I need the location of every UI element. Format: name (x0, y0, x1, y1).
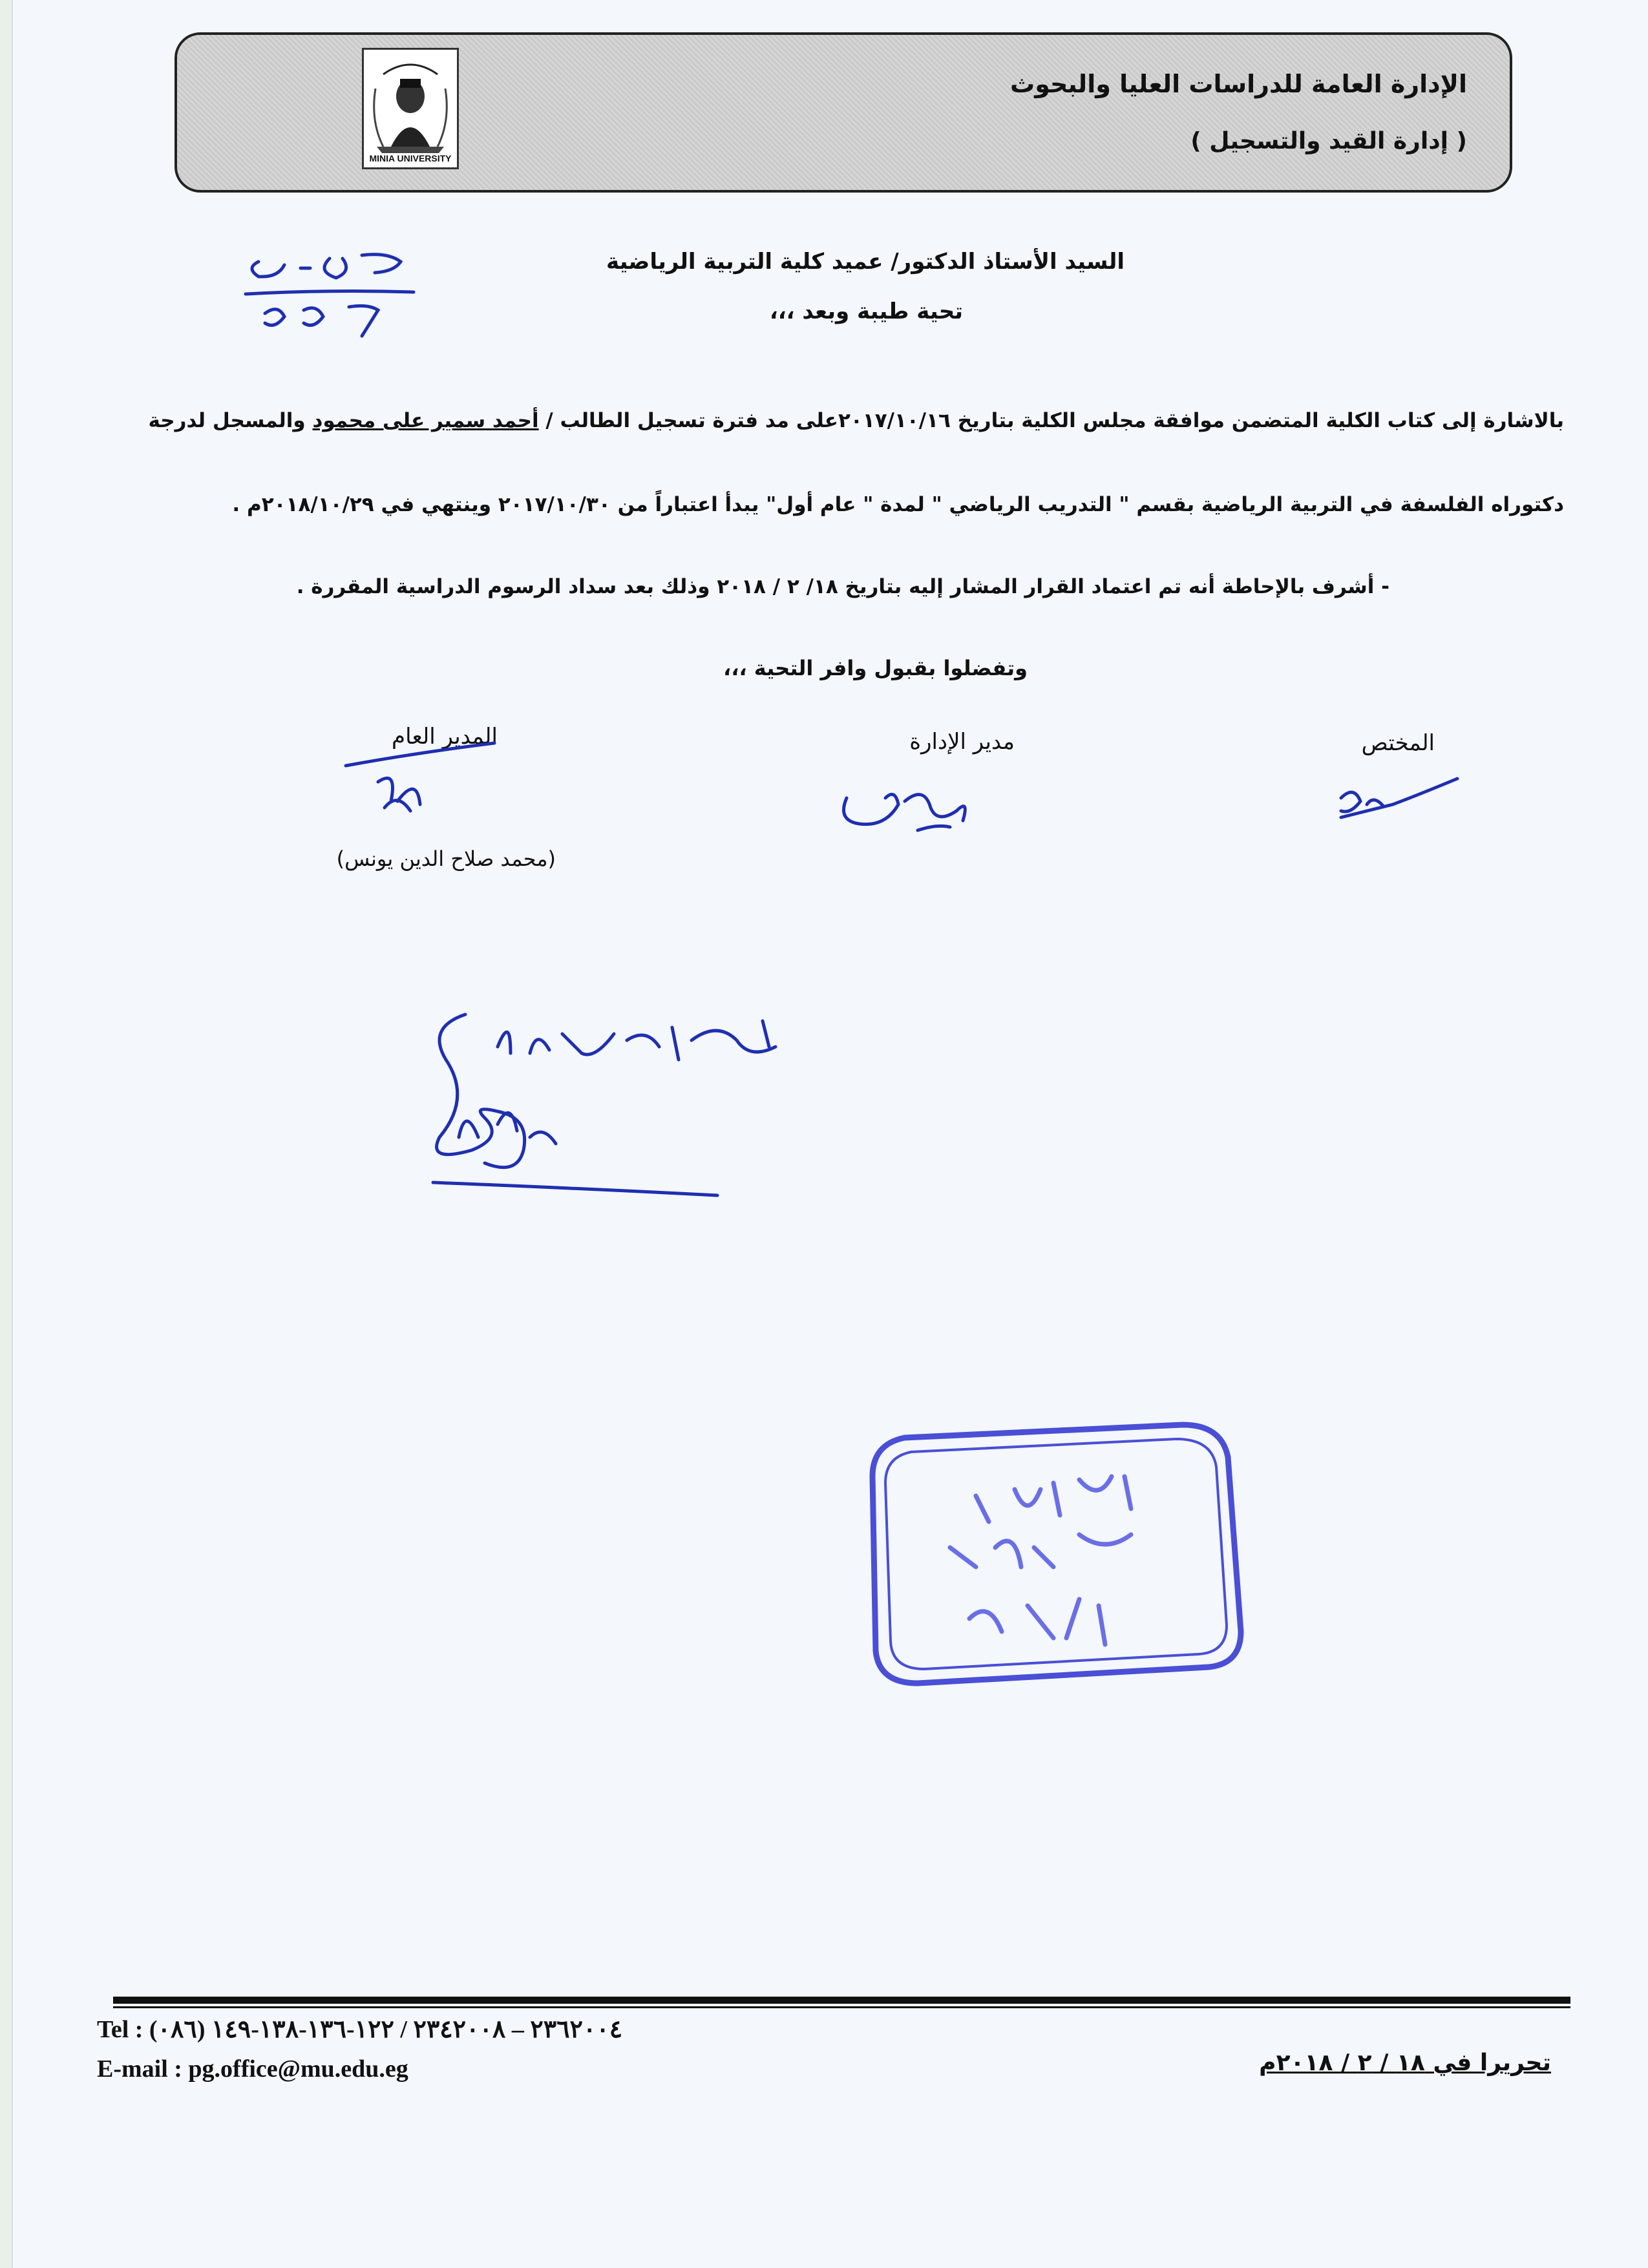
issue-date: تحريرا في ١٨ / ٢ / ٢٠١٨م (1259, 2050, 1551, 2076)
paragraph-2: دكتوراه الفلسفة في التربية الرياضية بقسم " التدريب الرياضي " لمدة " عام أول" يبدأ اعتباراً من ٢٠١٧/١٠/٣٠ وينتهي في ٢٠١٨/١٠/٢٩م . (232, 493, 1564, 516)
handwritten-reference (239, 233, 420, 342)
incoming-stamp (847, 1418, 1247, 1690)
specialist-title: المختص (1361, 730, 1435, 756)
general-manager-name: (محمد صلاح الدين يونس) (336, 846, 556, 871)
paragraph-3: - أشرف بالإحاطة أنه تم اعتماد القرار المشار إليه بتاريخ ١٨/ ٢ / ٢٠١٨ وذلك بعد سداد الرسوم الدراسية المقررة . (296, 575, 1389, 598)
paragraph-1-start: بالاشارة إلى كتاب الكلية المتضمن موافقة مجلس الكلية بتاريخ ٢٠١٧/١٠/١٦على مد فترة تسجيل الطالب / (538, 409, 1564, 432)
paragraph-1 (149, 409, 1565, 432)
handwritten-annotation (401, 989, 821, 1208)
paragraph-1-end: والمسجل لدرجة (148, 409, 313, 432)
recipient-line: السيد الأستاذ الدكتور/ عميد كلية التربية الرياضية (606, 249, 1125, 275)
department-title: الإدارة العامة للدراسات العليا والبحوث (1010, 70, 1467, 98)
university-logo (362, 48, 459, 169)
page-edge (0, 0, 13, 2268)
general-manager-title: المدير العام (392, 724, 498, 750)
department-subtitle: ( إدارة القيد والتسجيل ) (1190, 128, 1467, 154)
footer-rule (113, 1997, 1570, 2004)
admin-manager-title: مدير الإدارة (909, 729, 1015, 755)
greeting-line: تحية طيبة وبعد ،،، (769, 299, 963, 324)
email-line: E-mail : pg.office@mu.edu.eg (97, 2055, 408, 2083)
general-manager-signature (339, 730, 507, 827)
specialist-signature (1328, 766, 1464, 830)
telephone-line: Tel : (٠٨٦) ٢٣٦٢٠٠٤ – ٢٣٤٢٠٠٨ / ١٢٢-١٣٦-١٣٨-١٤٩ (97, 2016, 623, 2043)
closing-line: وتفضلوا بقبول وافر التحية ،،، (723, 656, 1028, 680)
student-name: أحمد سمير على محمود (312, 409, 539, 432)
admin-manager-signature (834, 772, 1002, 843)
footer-rule-thin (113, 2006, 1570, 2008)
logo-caption: MINIA UNIVERSITY (369, 153, 452, 163)
